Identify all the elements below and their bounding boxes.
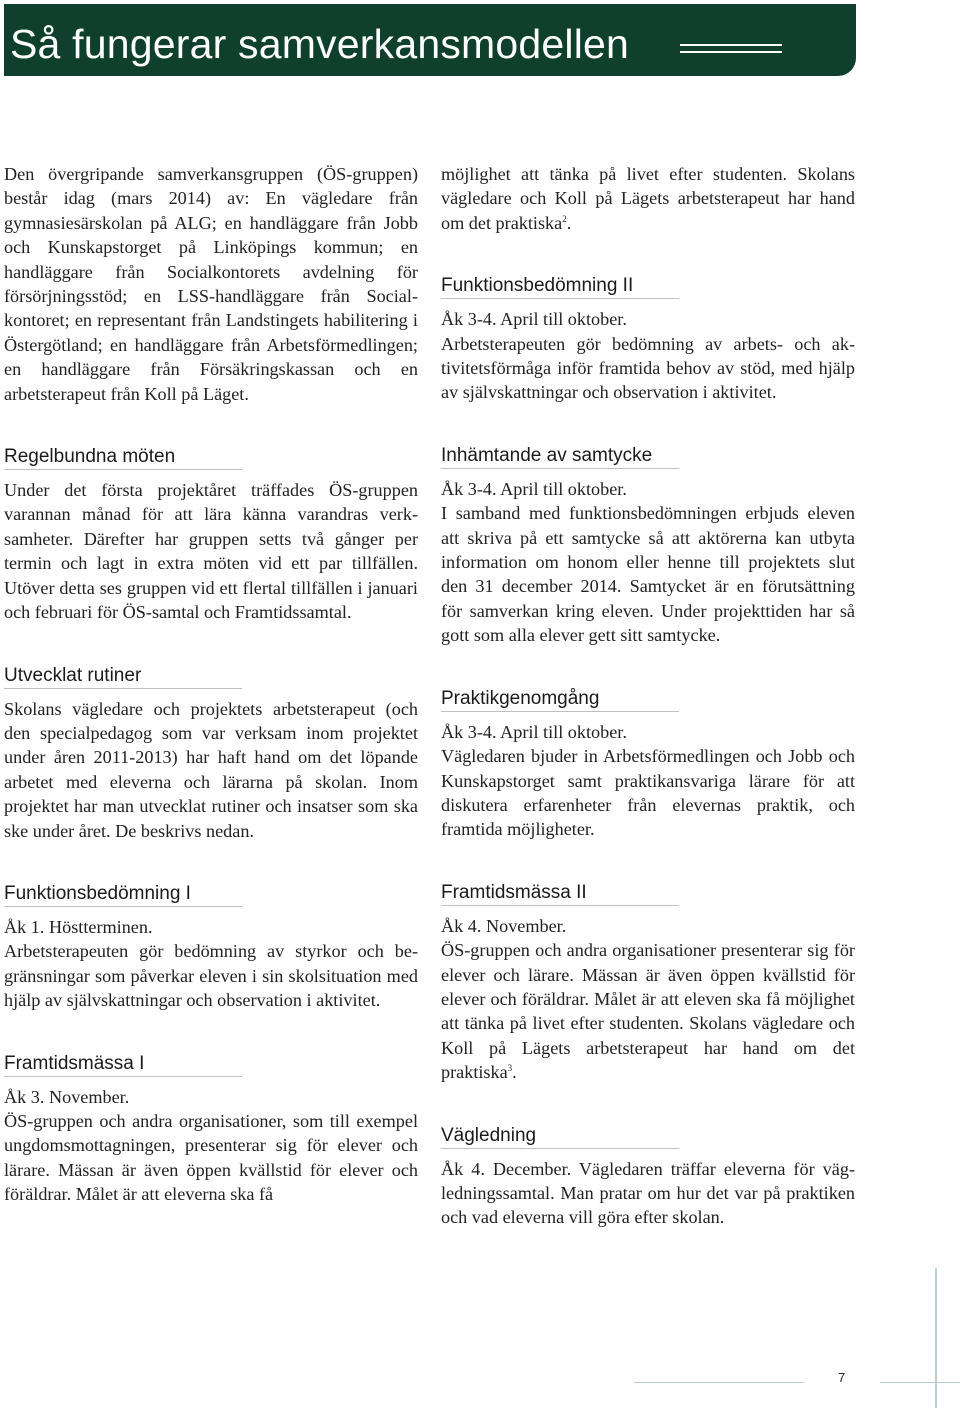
section-heading: Vägledning [441,1125,679,1149]
intro-paragraph: Den övergripande samverkansgruppen (ÖS-gruppen) består idag (mars 2014) av: En vägledare från gymnasiesärskolan på ALG; en handläggare från Jobb och Kunskapstorget på Linköpings kommun; en handläggare från Socialkontorets avdelning för försörjningsstöd; en LSS-handläggare från Socialkontoret; en representant från Landstingets habilitering i Östergötland; en handläggare från Arbetsförmedlingen; en handläggare från Försäkringskassan och en arbetsterapeut från Koll på Läget. [4,164,418,404]
page-number: 7 [838,1370,846,1385]
continued-text-end: . [566,212,572,233]
section-praktikgenomgang [441,688,855,842]
continued-text: möjlighet att tänka på livet efter studenten. Skolans vägledare och Koll på Lägets arbetsterapeut har hand om det praktiska [441,164,855,233]
title-banner [4,4,856,76]
section-heading: Inhämtande av samtycke [441,445,679,469]
section-subheading: Åk 3-4. April till oktober. [441,721,627,742]
footnote-marker: 3 [507,1063,513,1074]
section-subheading: Åk 1. Höstterminen. [4,916,153,937]
section-heading: Framtidsmässa II [441,882,679,906]
section-body: Arbetsterapeuten gör bedömning av arbets- och aktivitetsförmåga inför framtida behov av stöd, med hjälp av självskattningar och observation i aktivitet. [441,333,855,403]
banner-rule-bottom [680,51,782,53]
section-body-end: . [512,1062,517,1083]
section-body [441,938,855,1084]
section-subheading: Åk 4. November. [441,915,567,936]
section-body: ÖS-gruppen och andra organisationer, som till exempel ungdomsmottagningen, presenterar sig för elever och lärare. Mässan är även öppen kvällstid för elever och föräldrar. Målet är att eleverna ska få [4,1110,418,1205]
section-heading: Regelbundna möten [4,446,242,470]
page-title: Så fungerar samverkansmodellen [10,21,630,67]
right-column [441,162,855,1230]
section-body: Under det första projektåret träffades ÖS-gruppen varannan månad för att lära känna varandras verksamheter. Därefter har gruppen setts två gånger per termin och lagt in extra möten vid ett par tillfällen. Utöver detta ses gruppen vid ett flertal tillfällen i januari och februari för ÖS-samtal och Framtidssamtal. [4,480,418,623]
section-heading: Funktionsbedömning I [4,883,242,907]
section-inhamtande-av-samtycke [441,445,855,648]
section-framtidsmassa-2 [441,882,855,1085]
section-subheading: Åk 3-4. April till oktober. [441,309,627,330]
decorative-horizontal-line-left [634,1382,804,1383]
decorative-horizontal-line-right [880,1382,960,1383]
section-utvecklat-rutiner [4,665,418,843]
section-heading: Praktikgenomgång [441,688,679,712]
section-body: Vägledaren bjuder in Arbetsförmedlingen och Jobb och Kunskapstorget samt praktikansvariga lärare för att diskutera erfarenheter från elevernas praktik, och framtida möjligheter. [441,746,855,840]
decorative-vertical-line [935,1268,937,1408]
section-heading: Framtidsmässa I [4,1053,242,1077]
section-body: I samband med funktionsbedömningen erbjuds eleven att skriva på ett samtycke så att aktörerna kan utbyta information om honom eller henne till projektets slut den 31 december 2014. Samtycket är en förutsättning för samverkan kring eleven. Under projekttiden har så gott som alla elever gett sitt samtycke. [441,503,855,646]
continued-paragraph [441,162,855,235]
section-heading: Utvecklat rutiner [4,665,242,689]
section-regelbundna-moten [4,446,418,624]
banner-rule-top [680,44,782,46]
section-framtidsmassa-1 [4,1053,418,1207]
section-body: Åk 4. December. Vägledaren träffar eleverna för vägledningssamtal. Man pratar om hur det var på praktiken och vad eleverna vill göra efter skolan. [441,1158,855,1228]
section-subheading: Åk 3. November. [4,1086,130,1107]
section-subheading: Åk 3-4. April till oktober. [441,478,627,499]
section-funktionsbedomning-1 [4,883,418,1013]
section-funktionsbedomning-2 [441,275,855,405]
left-column [4,162,418,1207]
section-vagledning [441,1125,855,1230]
section-body-text: ÖS-gruppen och andra organisationer presenterar sig för elever och lärare. Mässan är även öppen kvällstid för elever och föräldrar. Målet är att eleven ska få möjlighet att tänka på livet efter studenten. Skolans vägledare och Koll på Lägets arbetsterapeut har hand om det praktiska [441,940,855,1083]
footnote-marker: 2 [562,213,567,224]
section-heading: Funktionsbedömning II [441,275,679,299]
section-body: Arbetsterapeuten gör bedömning av styrkor och begränsningar som påverkar eleven i sin skolsituation med hjälp av självskattningar och observation i aktivitet. [4,941,418,1011]
section-body: Skolans vägledare och projektets arbetsterapeut (och den specialpedagog som var verksam inom projektet under åren 2011-2013) har haft hand om det löpande arbetet med eleverna och lärarna på skolan. Inom projektet har man utvecklat rutiner och insatser som ska ske under året. De beskrivs nedan. [4,698,418,841]
